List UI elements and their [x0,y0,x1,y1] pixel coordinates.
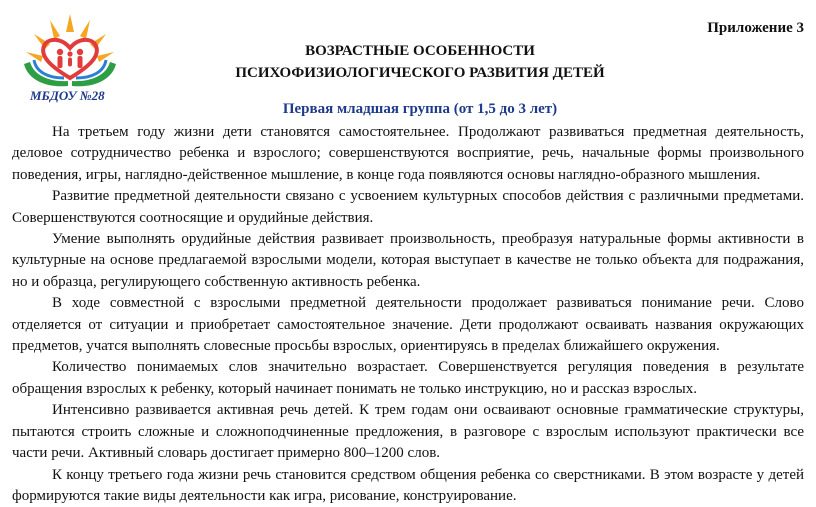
appendix-label: Приложение 3 [707,20,804,37]
paragraph: Умение выполнять орудийные действия развивает произвольность, преобразуя натуральные формы активности в культурные на основе предлагаемой взрослыми модели, которая выступает в качестве не только объекта для подражания, но и образца, регулирующего собственную активность ребенка. [12,229,804,293]
paragraph: Количество понимаемых слов значительно возрастает. Совершенствуется регуляция поведения в результате обращения взрослых к ребенку, который начинает понимать не только инструкцию, но и рассказ взрослых. [12,357,804,400]
title-line-2: ПСИХОФИЗИОЛОГИЧЕСКОГО РАЗВИТИЯ ДЕТЕЙ [160,62,680,84]
paragraph: В ходе совместной с взрослыми предметной деятельности продолжает развиваться понимание речи. Слово отделяется от ситуации и приобретает самостоятельное значение. Дети продолжают осваивать названия окружающих предметов, учатся выполнять словесные просьбы взрослых, ориентируясь в пределах ближайшего окружения. [12,293,804,357]
logo-caption: МБДОУ №28 [30,88,105,104]
title-line-1: ВОЗРАСТНЫЕ ОСОБЕННОСТИ [160,40,680,62]
paragraph: К концу третьего года жизни речь становится средством общения ребенка со сверстниками. В этом возрасте у детей формируются такие виды деятельности как игра, рисование, конструирование. [12,465,804,507]
section-subtitle: Первая младшая группа (от 1,5 до 3 лет) [160,101,680,118]
document-title [160,40,680,84]
paragraph: На третьем году жизни дети становятся самостоятельнее. Продолжают развиваться предметная деятельность, деловое сотрудничество ребенка и взрослого; совершенствуются восприятие, речь, начальные формы произвольного поведения, игры, наглядно-действенное мышление, в конце года появляются основы наглядно-образного мышления. [12,122,804,186]
document-body [12,122,804,507]
kindergarten-logo [10,8,130,104]
paragraph: Развитие предметной деятельности связано с усвоением культурных способов действия с различными предметами. Совершенствуются соотносящие и орудийные действия. [12,186,804,229]
paragraph: Интенсивно развивается активная речь детей. К трем годам они осваивают основные грамматические структуры, пытаются строить сложные и сложноподчиненные предложения, в разговоре с взрослым используют практически все части речи. Активный словарь достигает примерно 800–1200 слов. [12,400,804,464]
